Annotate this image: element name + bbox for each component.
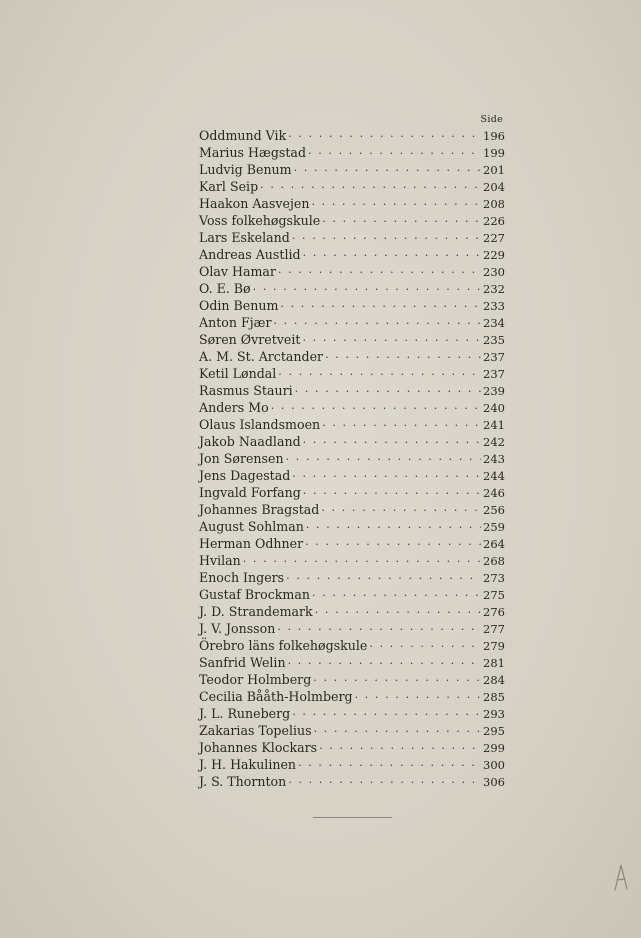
toc-entry xyxy=(199,382,505,399)
toc-entry-name: J. H. Hakulinen xyxy=(199,757,297,772)
dot-leader xyxy=(302,332,481,349)
dot-leader xyxy=(280,298,481,315)
toc-entry-page: 306 xyxy=(483,775,505,789)
toc-entry-name: Ludvig Benum xyxy=(199,162,292,177)
toc-entry-name: Teodor Holmberg xyxy=(199,672,312,687)
dot-leader xyxy=(303,485,481,502)
toc-entry-page: 273 xyxy=(483,571,505,585)
toc-entry xyxy=(199,484,505,501)
dot-leader xyxy=(298,757,481,774)
toc-entry-page: 244 xyxy=(483,469,505,483)
dot-leader xyxy=(253,281,481,298)
toc-entry xyxy=(199,365,505,382)
toc-entry-page: 268 xyxy=(483,554,505,568)
toc-entry-page: 240 xyxy=(483,401,505,415)
closing-rule xyxy=(313,817,392,818)
dot-leader xyxy=(292,230,481,247)
toc-entry xyxy=(199,552,505,569)
dot-leader xyxy=(295,383,481,400)
toc-entry-page: 230 xyxy=(483,265,505,279)
toc-entry xyxy=(199,144,505,161)
toc-entry xyxy=(199,518,505,535)
toc-entry-name: Søren Øvretveit xyxy=(199,332,301,347)
dot-leader xyxy=(292,706,481,723)
toc-entry-name: Hvilan xyxy=(199,553,241,568)
toc-entry xyxy=(199,297,505,314)
dot-leader xyxy=(322,417,481,434)
toc-entry-page: 276 xyxy=(483,605,505,619)
dot-leader xyxy=(355,689,481,706)
toc-entry-name: Zakarias Topelius xyxy=(199,723,312,738)
toc-entry-name: Cecilia Bååth-Holmberg xyxy=(199,689,353,704)
dot-leader xyxy=(286,570,481,587)
toc-entry-page: 233 xyxy=(483,299,505,313)
toc-entry-page: 239 xyxy=(483,384,505,398)
toc-entry-name: O. E. Bø xyxy=(199,281,251,296)
dot-leader xyxy=(305,536,481,553)
toc-entry-page: 264 xyxy=(483,537,505,551)
toc-entry-page: 275 xyxy=(483,588,505,602)
toc-entry xyxy=(199,603,505,620)
dot-leader xyxy=(313,672,481,689)
toc-entry xyxy=(199,263,505,280)
dot-leader xyxy=(312,587,481,604)
dot-leader xyxy=(288,774,481,791)
toc-entry-name: Sanfrid Welin xyxy=(199,655,286,670)
toc-entry-name: Johannes Klockars xyxy=(199,740,318,755)
toc-entry xyxy=(199,433,505,450)
toc-entry-page: 196 xyxy=(483,129,505,143)
toc-entry xyxy=(199,416,505,433)
toc-entry-name: J. L. Runeberg xyxy=(199,706,291,721)
toc-entry-page: 234 xyxy=(483,316,505,330)
dot-leader xyxy=(288,655,481,672)
toc-entry-page: 241 xyxy=(483,418,505,432)
toc-entry xyxy=(199,637,505,654)
toc-entry-name: Olaus Islandsmoen xyxy=(199,417,321,432)
toc-entry-page: 284 xyxy=(483,673,505,687)
dot-leader xyxy=(243,553,481,570)
toc-entry xyxy=(199,229,505,246)
toc-entry-page: 227 xyxy=(483,231,505,245)
dot-leader xyxy=(321,502,481,519)
toc-entry-page: 201 xyxy=(483,163,505,177)
toc-entry-name: Ketil Løndal xyxy=(199,366,277,381)
dot-leader xyxy=(260,179,481,196)
toc-entry-page: 295 xyxy=(483,724,505,738)
toc-entry xyxy=(199,161,505,178)
toc-entry xyxy=(199,348,505,365)
toc-entry xyxy=(199,280,505,297)
dot-leader xyxy=(322,213,481,230)
toc-entry-name: J. S. Thornton xyxy=(199,774,287,789)
dot-leader xyxy=(288,128,481,145)
toc-entry-page: 246 xyxy=(483,486,505,500)
toc-entry-page: 226 xyxy=(483,214,505,228)
toc-entry-page: 229 xyxy=(483,248,505,262)
toc-entry-name: Haakon Aasvejen xyxy=(199,196,310,211)
toc-entry-page: 279 xyxy=(483,639,505,653)
toc-entry-page: 285 xyxy=(483,690,505,704)
toc-entry xyxy=(199,467,505,484)
toc-entry-name: A. M. St. Arctander xyxy=(199,349,324,364)
toc-entry xyxy=(199,722,505,739)
toc-entry-page: 243 xyxy=(483,452,505,466)
toc-entry-page: 199 xyxy=(483,146,505,160)
toc-entry-page: 256 xyxy=(483,503,505,517)
toc-entry xyxy=(199,739,505,756)
table-of-contents xyxy=(199,114,505,790)
toc-entry xyxy=(199,212,505,229)
toc-entry xyxy=(199,450,505,467)
toc-entry-name: Andreas Austlid xyxy=(199,247,301,262)
toc-entry-page: 259 xyxy=(483,520,505,534)
toc-entry-name: Örebro läns folkehøgskule xyxy=(199,638,368,653)
dot-leader xyxy=(308,145,481,162)
dot-leader xyxy=(314,723,481,740)
toc-entry-list xyxy=(199,127,505,790)
dot-leader xyxy=(294,162,481,179)
toc-entry-name: J. V. Jonsson xyxy=(199,621,276,636)
toc-entry-name: Herman Odhner xyxy=(199,536,304,551)
toc-entry xyxy=(199,705,505,722)
dot-leader xyxy=(369,638,481,655)
toc-entry-page: 281 xyxy=(483,656,505,670)
toc-entry-page: 277 xyxy=(483,622,505,636)
toc-entry-name: Voss folkehøgskule xyxy=(199,213,321,228)
toc-entry xyxy=(199,331,505,348)
toc-entry xyxy=(199,178,505,195)
toc-entry xyxy=(199,654,505,671)
toc-entry xyxy=(199,246,505,263)
toc-entry-page: 237 xyxy=(483,350,505,364)
toc-entry-name: Ingvald Forfang xyxy=(199,485,301,500)
dot-leader xyxy=(315,604,481,621)
pencil-mark-icon xyxy=(612,862,632,892)
toc-entry xyxy=(199,127,505,144)
toc-entry-name: Rasmus Stauri xyxy=(199,383,293,398)
toc-entry-name: Anders Mo xyxy=(199,400,269,415)
toc-entry-name: J. D. Strandemark xyxy=(199,604,313,619)
toc-entry-name: Gustaf Brockman xyxy=(199,587,310,602)
toc-entry-name: Karl Seip xyxy=(199,179,259,194)
toc-entry xyxy=(199,501,505,518)
toc-entry-page: 204 xyxy=(483,180,505,194)
dot-leader xyxy=(319,740,481,757)
dot-leader xyxy=(271,400,481,417)
dot-leader xyxy=(292,468,481,485)
toc-entry xyxy=(199,756,505,773)
toc-entry-page: 293 xyxy=(483,707,505,721)
toc-entry xyxy=(199,620,505,637)
toc-entry xyxy=(199,535,505,552)
toc-entry xyxy=(199,671,505,688)
dot-leader xyxy=(286,451,481,468)
toc-entry-page: 299 xyxy=(483,741,505,755)
dot-leader xyxy=(278,366,481,383)
toc-entry xyxy=(199,688,505,705)
dot-leader xyxy=(306,519,481,536)
toc-entry-page: 235 xyxy=(483,333,505,347)
toc-entry xyxy=(199,586,505,603)
dot-leader xyxy=(311,196,481,213)
dot-leader xyxy=(277,621,481,638)
toc-entry xyxy=(199,399,505,416)
dot-leader xyxy=(273,315,481,332)
toc-entry-page: 300 xyxy=(483,758,505,772)
toc-entry-name: Odin Benum xyxy=(199,298,279,313)
toc-entry-page: 208 xyxy=(483,197,505,211)
toc-entry xyxy=(199,569,505,586)
toc-entry-name: Enoch Ingers xyxy=(199,570,285,585)
toc-entry-name: Oddmund Vik xyxy=(199,128,287,143)
toc-entry-name: Jon Sørensen xyxy=(199,451,284,466)
dot-leader xyxy=(303,434,481,451)
dot-leader xyxy=(325,349,481,366)
toc-entry-name: Jakob Naadland xyxy=(199,434,301,449)
toc-entry-name: Anton Fjær xyxy=(199,315,272,330)
page-column-header: Side xyxy=(480,114,503,125)
toc-entry-name: Jens Dagestad xyxy=(199,468,291,483)
toc-entry-name: Johannes Bragstad xyxy=(199,502,320,517)
toc-entry-name: August Sohlman xyxy=(199,519,304,534)
toc-entry xyxy=(199,195,505,212)
toc-entry-name: Olav Hamar xyxy=(199,264,276,279)
toc-entry-page: 242 xyxy=(483,435,505,449)
toc-entry-page: 237 xyxy=(483,367,505,381)
toc-entry-page: 232 xyxy=(483,282,505,296)
toc-entry xyxy=(199,773,505,790)
toc-entry-name: Marius Hægstad xyxy=(199,145,307,160)
toc-entry-name: Lars Eskeland xyxy=(199,230,290,245)
dot-leader xyxy=(303,247,481,264)
toc-entry xyxy=(199,314,505,331)
dot-leader xyxy=(278,264,481,281)
